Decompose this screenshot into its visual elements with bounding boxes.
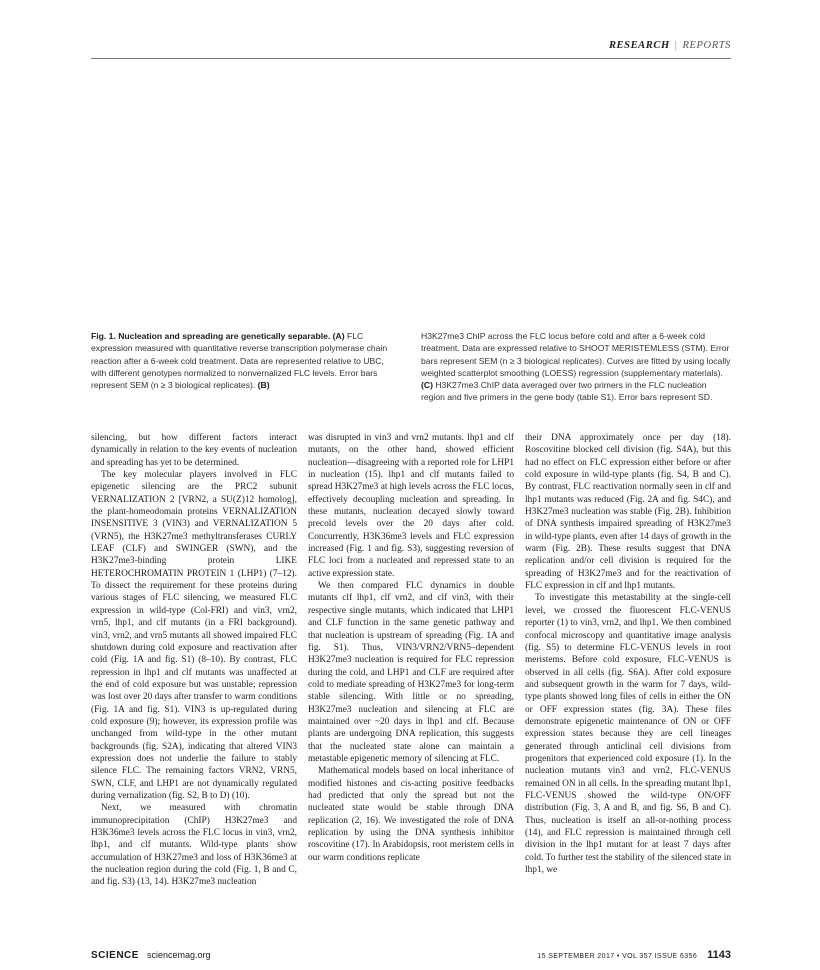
journal-site: sciencemag.org — [146, 950, 211, 960]
caption-c-text: H3K27me3 ChIP data averaged over two primers in the FLC nucleation region and five primers in the gene body (table S1). Error bars represent SD. — [421, 380, 713, 403]
footer-right — [537, 945, 731, 963]
body-column-2 — [308, 432, 514, 887]
caption-b-label: (B) — [257, 380, 270, 391]
caption-a-label: (A) — [332, 331, 345, 341]
body-paragraph: Next, we measured with chromatin immunoprecipitation (ChIP) H3K27me3 and H3K36me3 levels across the FLC locus in vin3, vrn2, lhp1, and clf mutants. Wild-type plants show accumulation of H3K27me3 and loss of H3K36me3 at the nucleation region during the cold (Fig. 1, B and C, and fig. S3) (13, 14). H3K27me3 nucleation — [91, 803, 297, 887]
body-column-3 — [525, 432, 731, 887]
body-paragraph: their DNA approximately once per day (18). Roscovitine blocked cell division (fig. S4A), but this had no effect on FLC expression either before or after cold exposure in wild-type plants (fig. S4, B and C). By contrast, FLC reactivation normally seen in clf and lhp1 mutants was reduced (Fig. 2A and fig. S4C), and H3K27me3 nucleation was stable (Fig. 2B). Inhibition of DNA synthesis impaired spreading of H3K27me3 in wild-type plants, even after 14 days of growth in the warm (Fig. 2B). These results suggest that DNA replication and/or cell division is required for the spreading of H3K27me3 and for the reactivation of FLC expression in clf and lhp1 mutants. — [525, 433, 731, 592]
page-number: 1143 — [707, 949, 731, 961]
caption-b-text: H3K27me3 ChIP across the FLC locus before cold and after a 6-week cold treatment. Data are expressed relative to SHOOT MERISTEMLESS (STM). Error bars represent SEM (n ≥ 3 biological replicates). Curves are fitted by using locally weighted scatterplot smoothing (LOESS) regression (supplementary materials). — [421, 331, 731, 378]
section-label: RESEARCH — [608, 40, 670, 51]
article-body — [91, 432, 731, 887]
caption-column-left — [91, 330, 401, 404]
caption-title: Fig. 1. Nucleation and spreading are genetically separable. — [91, 331, 331, 341]
issue-info: 15 SEPTEMBER 2017 • VOL 357 ISSUE 6356 — [537, 953, 698, 960]
caption-column-right — [421, 330, 731, 404]
body-paragraph: Mathematical models based on local inheritance of modified histones and cis-acting positive feedbacks had predicted that only the spread but not the nucleated state would be stable through DNA replication (2, 16). We investigated the role of DNA replication by using the DNA synthesis inhibitor roscovitine (17). In Arabidopsis, root meristem cells in our warm conditions replicate — [308, 766, 514, 863]
caption-c-label: (C) — [421, 380, 433, 391]
figure-blank-area — [91, 62, 731, 324]
running-header — [91, 40, 731, 51]
body-paragraph: was disrupted in vin3 and vrn2 mutants. lhp1 and clf mutants, on the other hand, showed efficient nucleation—disagreeing with a reported role for LHP1 in nucleation (15). lhp1 and clf mutants failed to spread H3K27me3 at high levels across the FLC locus, effectively decoupling nucleation and spreading. In these mutants, nucleation decayed slowly toward precold levels over the 20 days after cold. Concurrently, H3K36me3 levels and FLC expression increased (Fig. 1 and fig. S3), suggesting reversion of FLC loci from a nucleated and repressed state to an active expression state. — [308, 433, 514, 579]
caption-a-text: FLC expression measured with quantitative reverse transcription polymerase chain reaction after a 6-week cold treatment. Data are represented relative to UBC, with different genotypes normalized to nonvernalized FLC levels. Error bars represent SEM (n ≥ 3 biological replicates). — [91, 331, 388, 391]
body-column-1 — [91, 432, 297, 887]
body-paragraph: To investigate this metastability at the single-cell level, we crossed the fluorescent FLC-VENUS reporter (1) to vin3, vrn2, and lhp1. We then combined confocal microscopy and quantitative image analysis (fig. S5) to determine FLC-VENUS levels in root meristems. Before cold exposure, FLC-VENUS is observed in all cells (fig. S6A). After cold exposure and subsequent growth in the warm for 7 days, wild-type plants showed long files of cells in either the ON or OFF expression states (fig. 3A). These files demonstrate epigenetic maintenance of ON or OFF expression states because they are cell lineages generated through anticlinal cell divisions from progenitors that experienced cold exposure (1). In the nucleation mutants vin3 and vrn2, FLC-VENUS remained ON in all cells. In the spreading mutant lhp1, FLC-VENUS showed the wild-type ON/OFF distribution (Fig. 3, A and B, and fig. S6, B and C). Thus, nucleation is itself an all-or-nothing process (14), and FLC repression is maintained through cell division in the lhp1 mutant for at least 7 days after cold. To further test the stability of the silenced state in lhp1, we — [525, 593, 731, 876]
body-paragraph: We then compared FLC dynamics in double mutants clf lhp1, clf vrn2, and clf vin3, with their respective single mutants, which indicated that LHP1 and CLF function in the same genetic pathway and that nucleation is upstream of spreading (Fig. 1A and fig. S1). Thus, VIN3/VRN2/VRN5–dependent H3K27me3 nucleation is required for FLC repression during the cold, and LHP1 and CLF are required after cold to mediate spreading of H3K27me3 for long-term stable silencing. With little or no spreading, H3K27me3 nucleation and silencing at FLC are maintained over ~20 days in lhp1 and clf. Because plants are undergoing DNA replication, this suggests that the nucleated state alone can maintain a metastable epigenetic memory of silencing at FLC. — [308, 581, 514, 764]
caption-paragraph-right — [421, 330, 731, 404]
figure-caption — [91, 330, 731, 404]
caption-paragraph-left — [91, 330, 401, 391]
body-paragraph: silencing, but how different factors interact dynamically in relation to the key events of nucleation and spreading has yet to be determined. — [91, 433, 297, 468]
header-separator: | — [674, 40, 678, 51]
subsection-label: REPORTS — [682, 40, 731, 51]
journal-name: SCIENCE — [91, 950, 139, 961]
footer-left — [91, 945, 211, 963]
body-paragraph: The key molecular players involved in FLC epigenetic silencing are the PRC2 subunit VERNALIZATION 2 [VRN2, a SU(Z)12 homolog], the plant-homeodomain proteins VERNALIZATION INSENSITIVE 3 (VIN3) and VERNALIZATION 5 (VRN5), the H3K27me3 methyltransferases CURLY LEAF (CLF) and SWINGER (SWN), and the H3K27me3-binding protein LIKE HETEROCHROMATIN PROTEIN 1 (LHP1) (7–12). To dissect the requirement for these proteins during various stages of FLC silencing, we measured FLC expression in wild-type (Col-FRI) and vin3, vrn2, vrn5, lhp1, and clf mutants (in a FRI background). vin3, vrn2, and vrn5 mutants all showed impaired FLC shutdown during cold exposure and reactivation after cold (Fig. 1A and fig. S1) (8–10). By contrast, FLC repression in lhp1 and clf mutants was unaffected at the end of cold exposure but was unstable; repression was lost over 20 days after transfer to warm conditions (Fig. 1A and fig. S1). VIN3 is up-regulated during cold exposure (9); however, its expression profile was unchanged from wild-type in the other mutant backgrounds (fig. S2A), indicating that altered VIN3 expression does not underlie the failure to stably silence FLC. The remaining factors VRN2, VRN5, SWN, CLF, and LHP1 are not dynamically regulated during vernalization (fig. S2, B to D) (10). — [91, 470, 297, 801]
page-footer — [91, 945, 731, 963]
header-rule — [91, 58, 731, 59]
